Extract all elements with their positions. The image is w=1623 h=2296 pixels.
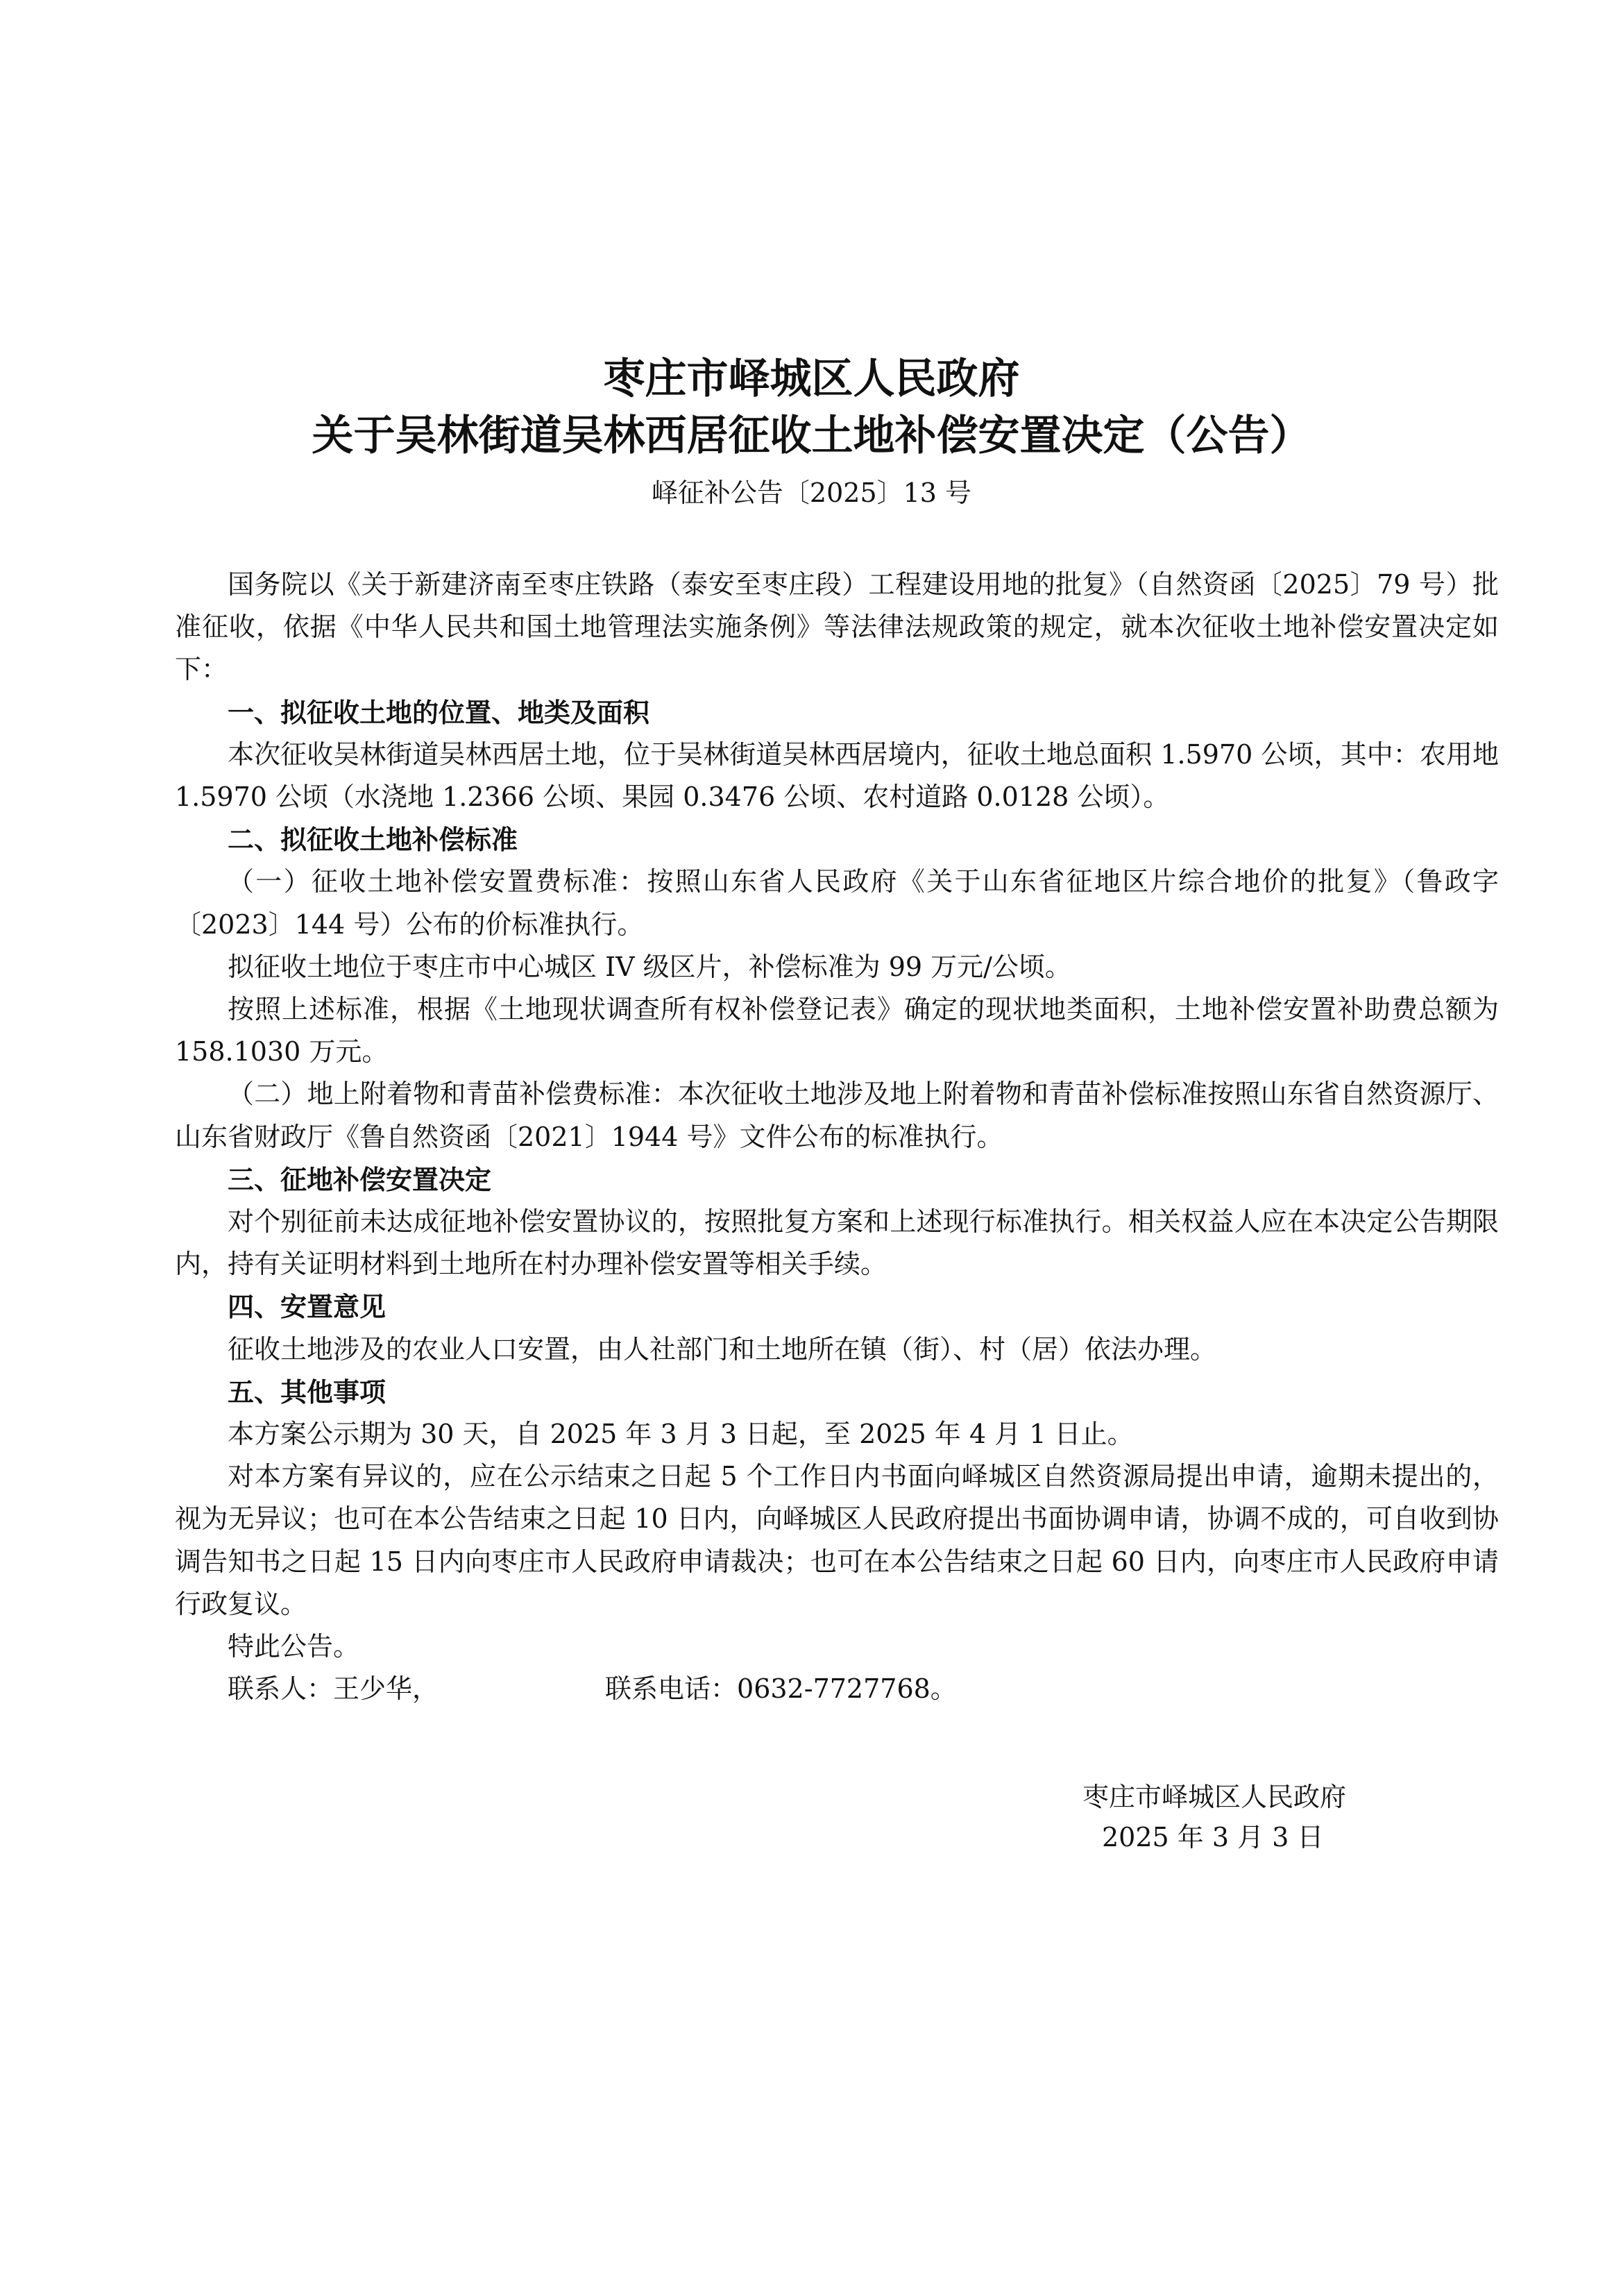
section-3-paragraph: 对个别征前未达成征地补偿安置协议的，按照批复方案和上述现行标准执行。相关权益人应在本决定公告期限内，持有关证明材料到土地所在村办理补偿安置等相关手续。 <box>175 1206 1499 1280</box>
document-body <box>175 564 1499 1710</box>
section-heading-1: 一、拟征收土地的位置、地类及面积 <box>228 696 650 728</box>
section-heading-3: 三、征地补偿安置决定 <box>228 1163 492 1195</box>
section-5-paragraph: 本方案公示期为 30 天，自 2025 年 3 月 3 日起，至 2025 年 4 月 1 日止。 <box>228 1419 1134 1450</box>
section-4-paragraph: 征收土地涉及的农业人口安置，由人社部门和土地所在镇（街）、村（居）依法办理。 <box>228 1333 1217 1365</box>
section-1-paragraph: 本次征收吴林街道吴林西居土地，位于吴林街道吴林西居境内，征收土地总面积 1.5970 公顷，其中：农用地 1.5970 公顷（水浇地 1.2366 公顷、果园 0.3476 公顷、农村道路 0.0128 公顷）。 <box>175 738 1499 813</box>
closing-line: 特此公告。 <box>228 1631 360 1662</box>
section-heading-4: 四、安置意见 <box>228 1291 386 1323</box>
section-2-paragraph: 拟征收土地位于枣庄市中心城区 IV 级区片，补偿标准为 99 万元/公顷。 <box>228 951 1071 982</box>
section-5-paragraph: 对本方案有异议的，应在公示结束之日起 5 个工作日内书面向峄城区自然资源局提出申请，逾期未提出的，视为无异议；也可在本公告结束之日起 10 日内，向峄城区人民政府提出书面协调申请，协调不成的，可自收到协调告知书之日起 15 日内向枣庄市人民政府申请裁决；也可在本公告结束之日起 60 日内，向枣庄市人民政府申请行政复议。 <box>175 1461 1499 1619</box>
section-2-paragraph: （一）征收土地补偿安置费标准：按照山东省人民政府《关于山东省征地区片综合地价的批复》（鲁政字〔2023〕144 号）公布的价标准执行。 <box>175 866 1499 940</box>
signature-date: 2025 年 3 月 3 日 <box>1102 1822 1324 1852</box>
signature-block <box>1082 1777 1471 1857</box>
document-number: 峄征补公告〔2025〕13 号 <box>651 478 972 508</box>
intro-paragraph: 国务院以《关于新建济南至枣庄铁路（泰安至枣庄段）工程建设用地的批复》（自然资函〔2025〕79 号）批准征收，依据《中华人民共和国土地管理法实施条例》等法律法规政策的规定，就本次征收土地补偿安置决定如下： <box>175 569 1499 685</box>
signature-org: 枣庄市峄城区人民政府 <box>1082 1782 1347 1812</box>
section-2-paragraph: 按照上述标准，根据《土地现状调查所有权补偿登记表》确定的现状地类面积，土地补偿安置补助费总额为 158.1030 万元。 <box>175 994 1499 1067</box>
page-title: 枣庄市峄城区人民政府 <box>603 355 1020 403</box>
contact-phone: 联系电话：0632-7727768。 <box>605 1673 957 1705</box>
contact-line <box>175 1668 1499 1710</box>
section-heading-2: 二、拟征收土地补偿标准 <box>228 824 518 856</box>
section-2-paragraph: （二）地上附着物和青苗补偿费标准：本次征收土地涉及地上附着物和青苗补偿标准按照山东省自然资源厅、山东省财政厅《鲁自然资函〔2021〕1944 号》文件公布的标准执行。 <box>175 1079 1499 1152</box>
page-subtitle: 关于吴林街道吴林西居征收土地补偿安置决定（公告） <box>312 412 1311 460</box>
contact-person: 联系人：王少华， <box>228 1673 439 1705</box>
section-heading-5: 五、其他事项 <box>228 1376 386 1408</box>
